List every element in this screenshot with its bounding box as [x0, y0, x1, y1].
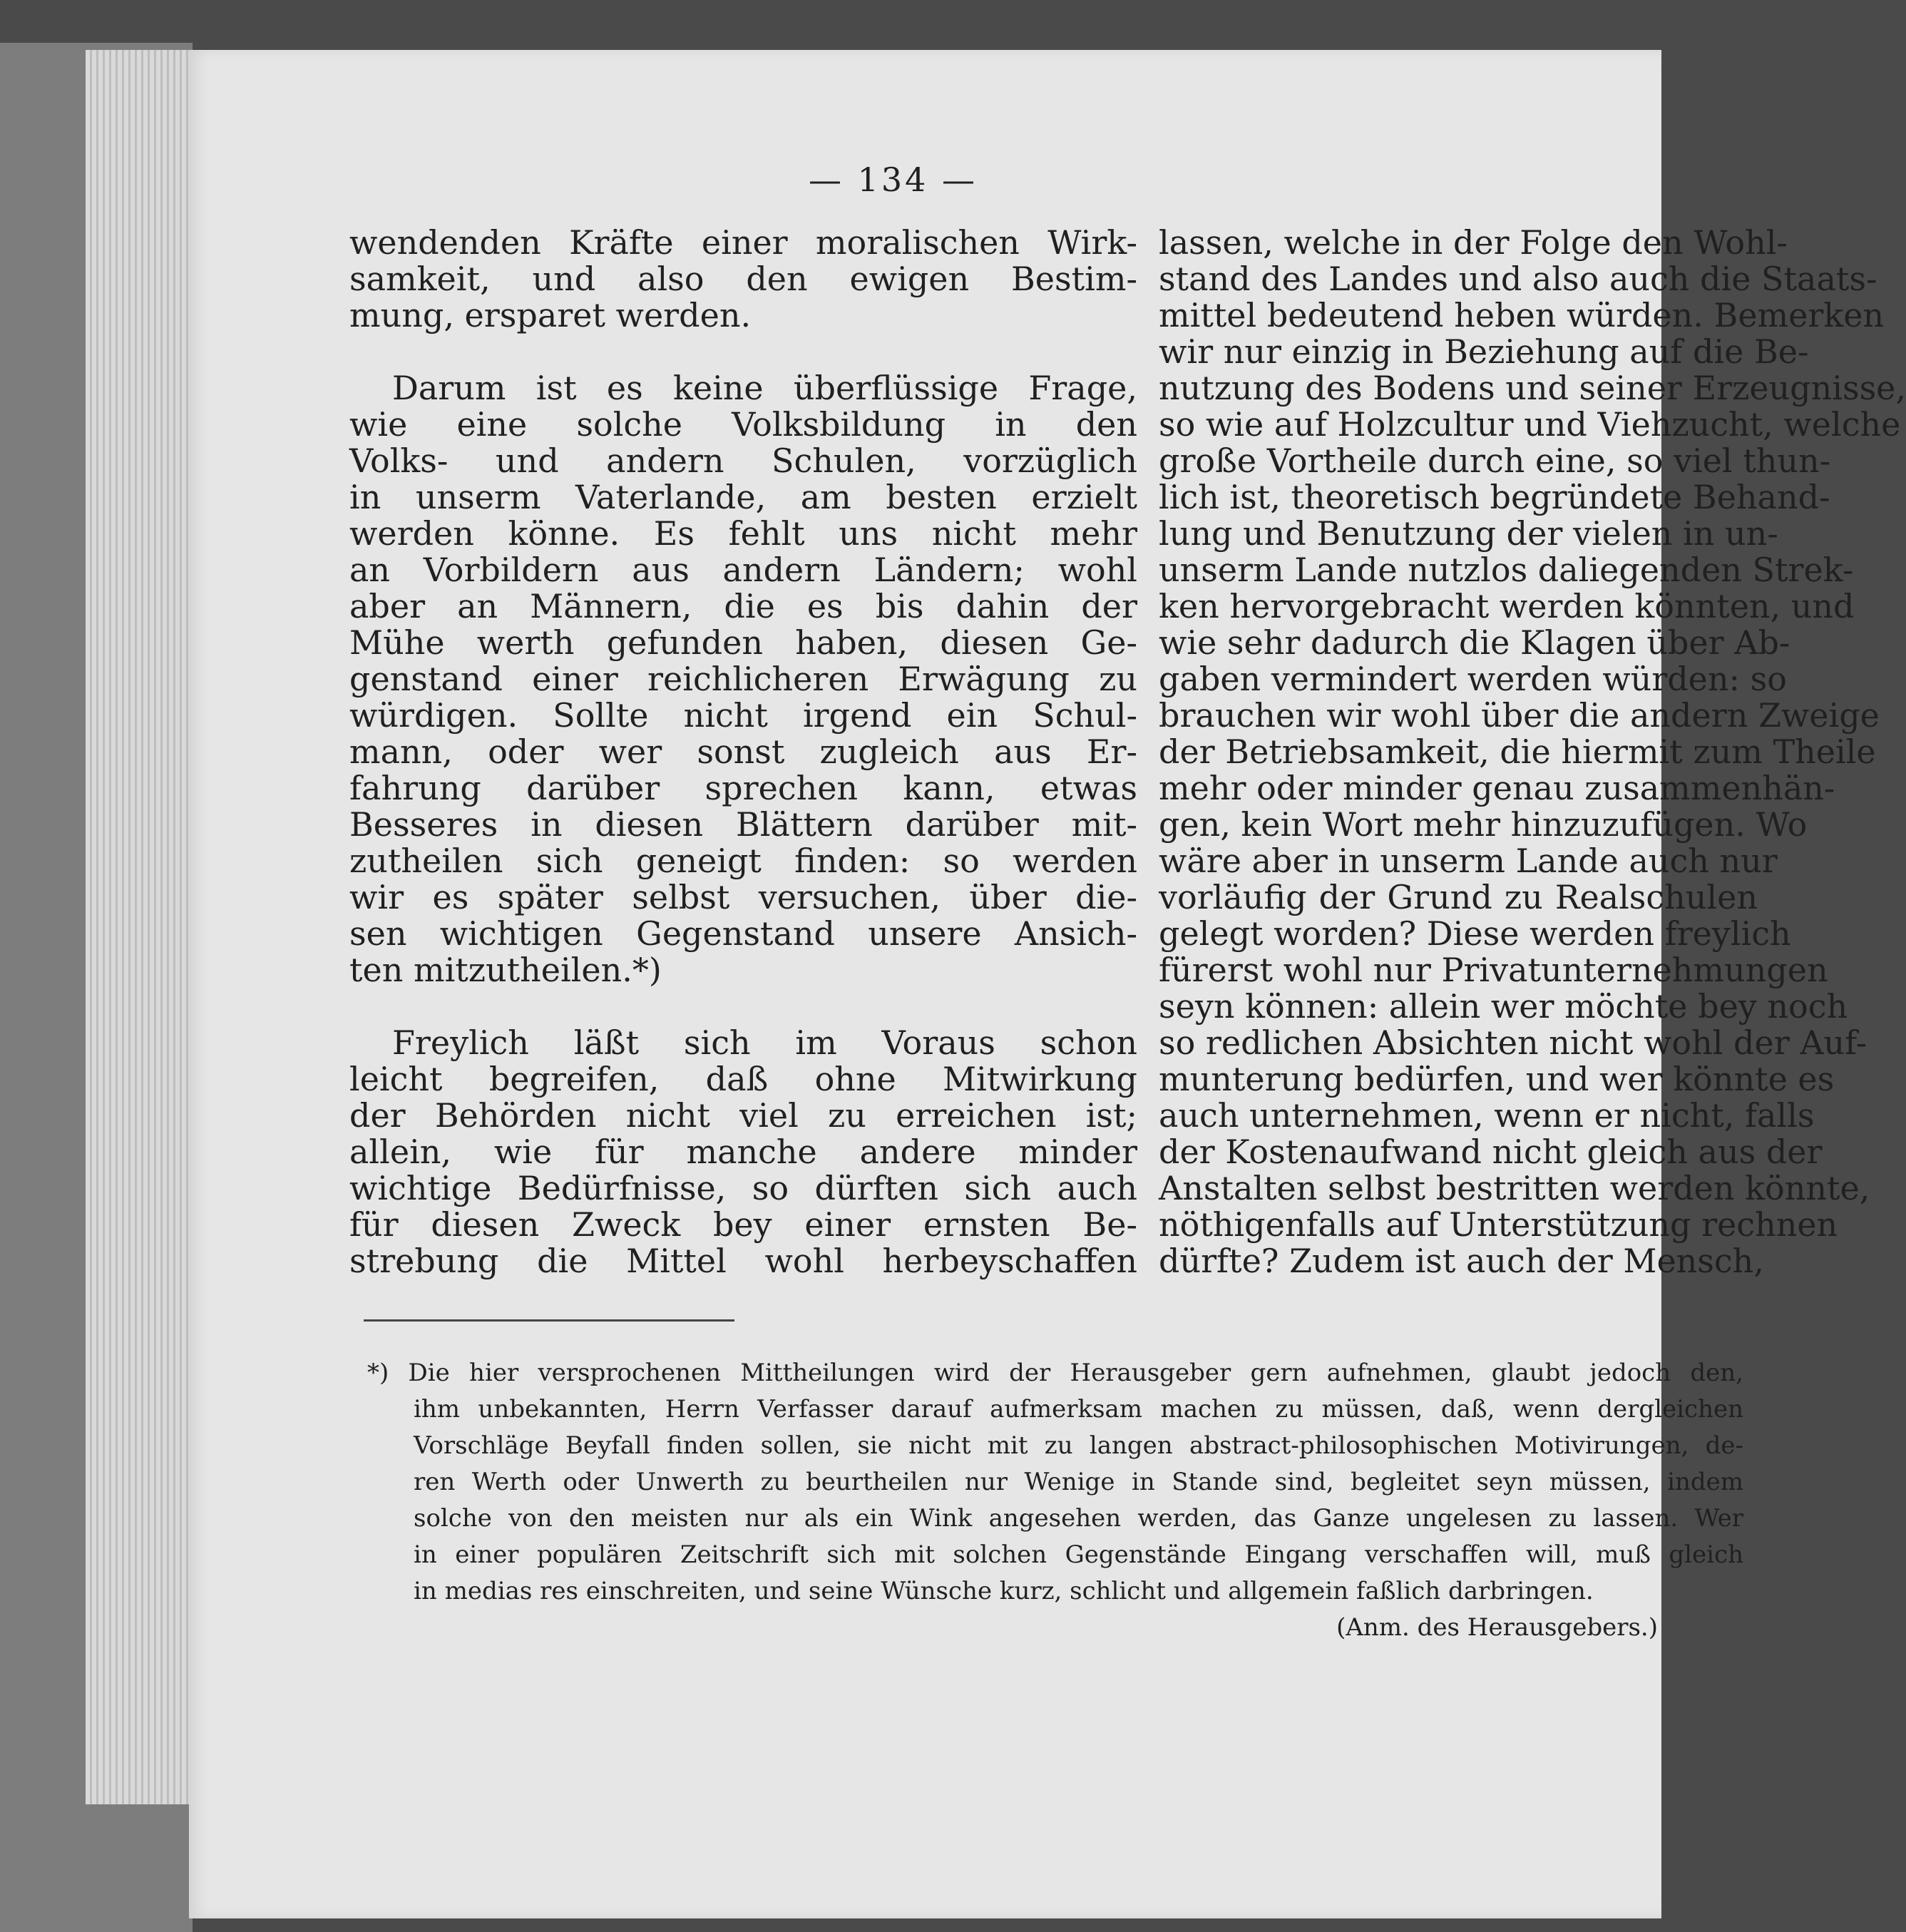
text-line: wie eine solche Volksbildung in den — [349, 405, 1137, 444]
text-line: samkeit, und also den ewigen Bestim- — [349, 260, 1137, 298]
text-line: so redlichen Absichten nicht wohl der Auf- — [1159, 1023, 1867, 1062]
text-line: ten mitzutheilen.*) — [349, 951, 662, 989]
footnote-line: Vorschläge Beyfall finden sollen, sie nicht mit zu langen abstract-philosophischen Motivirungen, de- — [414, 1431, 1743, 1460]
text-line: gen, kein Wort mehr hinzuzufügen. Wo — [1159, 805, 1808, 844]
right-column — [1159, 223, 1906, 1280]
text-line: Besseres in diesen Blättern darüber mit- — [349, 805, 1137, 844]
text-line: lassen, welche in der Folge den Wohl- — [1159, 223, 1788, 262]
text-line: auch unternehmen, wenn er nicht, falls — [1159, 1096, 1815, 1135]
footnote — [367, 1355, 1743, 1646]
book-page — [189, 50, 1906, 1918]
text-line: vorläufig der Grund zu Realschulen — [1159, 878, 1758, 916]
text-line: der Behörden nicht viel zu erreichen ist; — [349, 1096, 1137, 1135]
left-column — [349, 225, 1137, 1279]
text-line: Volks- und andern Schulen, vorzüglich — [349, 441, 1137, 480]
text-line: Mühe werth gefunden haben, diesen Ge- — [349, 623, 1137, 662]
text-line: an Vorbildern aus andern Ländern; wohl — [349, 551, 1137, 589]
text-line: Freylich läßt sich im Voraus schon — [392, 1023, 1137, 1062]
text-line: gaben vermindert werden würden: so — [1159, 660, 1787, 698]
text-line: der Kostenaufwand nicht gleich aus der — [1159, 1133, 1823, 1171]
text-line: große Vortheile durch eine, so viel thun- — [1159, 441, 1831, 480]
text-line: allein, wie für manche andere minder — [349, 1133, 1137, 1171]
text-line: unserm Lande nutzlos daliegenden Strek- — [1159, 551, 1854, 589]
text-line: nutzung des Bodens und seiner Erzeugnisse, — [1159, 369, 1906, 407]
text-line: mann, oder wer sonst zugleich aus Er- — [349, 732, 1137, 771]
text-line: mung, ersparet werden. — [349, 296, 752, 334]
text-line: für diesen Zweck bey einer ernsten Be- — [349, 1205, 1137, 1244]
text-line: der Betriebsamkeit, die hiermit zum Theile — [1159, 732, 1876, 771]
footnote-rule — [364, 1319, 734, 1322]
text-line: stand des Landes und also auch die Staats- — [1159, 260, 1877, 298]
paragraph-gap — [349, 988, 1137, 1025]
text-line: lung und Benutzung der vielen in un- — [1159, 514, 1778, 553]
text-line: strebung die Mittel wohl herbeyschaffen — [349, 1242, 1137, 1280]
text-line: lich ist, theoretisch begründete Behand- — [1159, 478, 1830, 516]
text-line: nöthigenfalls auf Unterstützung rechnen — [1159, 1205, 1838, 1244]
footnote-line: ihm unbekannten, Herrn Verfasser darauf aufmerksam machen zu müssen, daß, wenn dergleichen — [414, 1395, 1743, 1424]
text-line: in unserm Vaterlande, am besten erzielt — [349, 478, 1137, 516]
text-line: wichtige Bedürfnisse, so dürften sich auch — [349, 1169, 1137, 1207]
text-line: munterung bedürfen, und wer könnte es — [1159, 1060, 1835, 1098]
footnote-line: in medias res einschreiten, und seine Wünsche kurz, schlicht und allgemein faßlich darbringen. — [414, 1577, 1594, 1605]
footnote-signature: (Anm. des Herausgebers.) — [1336, 1613, 1658, 1642]
text-line: würdigen. Sollte nicht irgend ein Schul- — [349, 696, 1137, 735]
text-line: wir nur einzig in Beziehung auf die Be- — [1159, 332, 1809, 371]
footnote-line: solche von den meisten nur als ein Wink angesehen werden, das Ganze ungelesen zu lassen. Wer — [414, 1504, 1743, 1533]
text-line: Anstalten selbst bestritten werden könnte, — [1159, 1169, 1870, 1207]
text-line: gelegt worden? Diese werden freylich — [1159, 914, 1791, 953]
text-line: ken hervorgebracht werden könnten, und — [1159, 587, 1855, 625]
paragraph-gap — [349, 334, 1137, 370]
text-line: mehr oder minder genau zusammenhän- — [1159, 769, 1835, 807]
text-line: brauchen wir wohl über die andern Zweige — [1159, 696, 1880, 735]
text-line: leicht begreifen, daß ohne Mitwirkung — [349, 1060, 1137, 1098]
text-line: wäre aber in unserm Lande auch nur — [1159, 842, 1778, 880]
text-line: seyn können: allein wer möchte bey noch — [1159, 987, 1848, 1026]
footnote-line: ren Werth oder Unwerth zu beurtheilen nur Wenige in Stande sind, begleitet seyn müssen, indem — [414, 1468, 1743, 1496]
text-line: wie sehr dadurch die Klagen über Ab- — [1159, 623, 1790, 662]
text-line: fahrung darüber sprechen kann, etwas — [349, 769, 1137, 807]
page-number: — 134 — — [808, 160, 978, 199]
text-line: wendenden Kräfte einer moralischen Wirk- — [349, 223, 1137, 262]
text-line: Darum ist es keine überflüssige Frage, — [392, 369, 1137, 407]
text-line: wir es später selbst versuchen, über die- — [349, 878, 1137, 916]
text-line: aber an Männern, die es bis dahin der — [349, 587, 1137, 625]
text-line: sen wichtigen Gegenstand unsere Ansich- — [349, 914, 1137, 953]
text-line: zutheilen sich geneigt finden: so werden — [349, 842, 1137, 880]
footnote-line: *) Die hier versprochenen Mittheilungen wird der Herausgeber gern aufnehmen, glaubt jedoch den, — [367, 1359, 1743, 1387]
footnote-line: in einer populären Zeitschrift sich mit solchen Gegenstände Eingang verschaffen will, muß gleich — [414, 1540, 1743, 1569]
text-line: genstand einer reichlicheren Erwägung zu — [349, 660, 1137, 698]
text-line: mittel bedeutend heben würden. Bemerken — [1159, 296, 1885, 334]
page-stack-edges — [86, 50, 200, 1804]
text-line: dürfte? Zudem ist auch der Mensch, — [1159, 1242, 1764, 1280]
text-line: fürerst wohl nur Privatunternehmungen — [1159, 951, 1828, 989]
text-line: so wie auf Holzcultur und Viehzucht, welche — [1159, 405, 1901, 444]
text-line: werden könne. Es fehlt uns nicht mehr — [349, 514, 1137, 553]
